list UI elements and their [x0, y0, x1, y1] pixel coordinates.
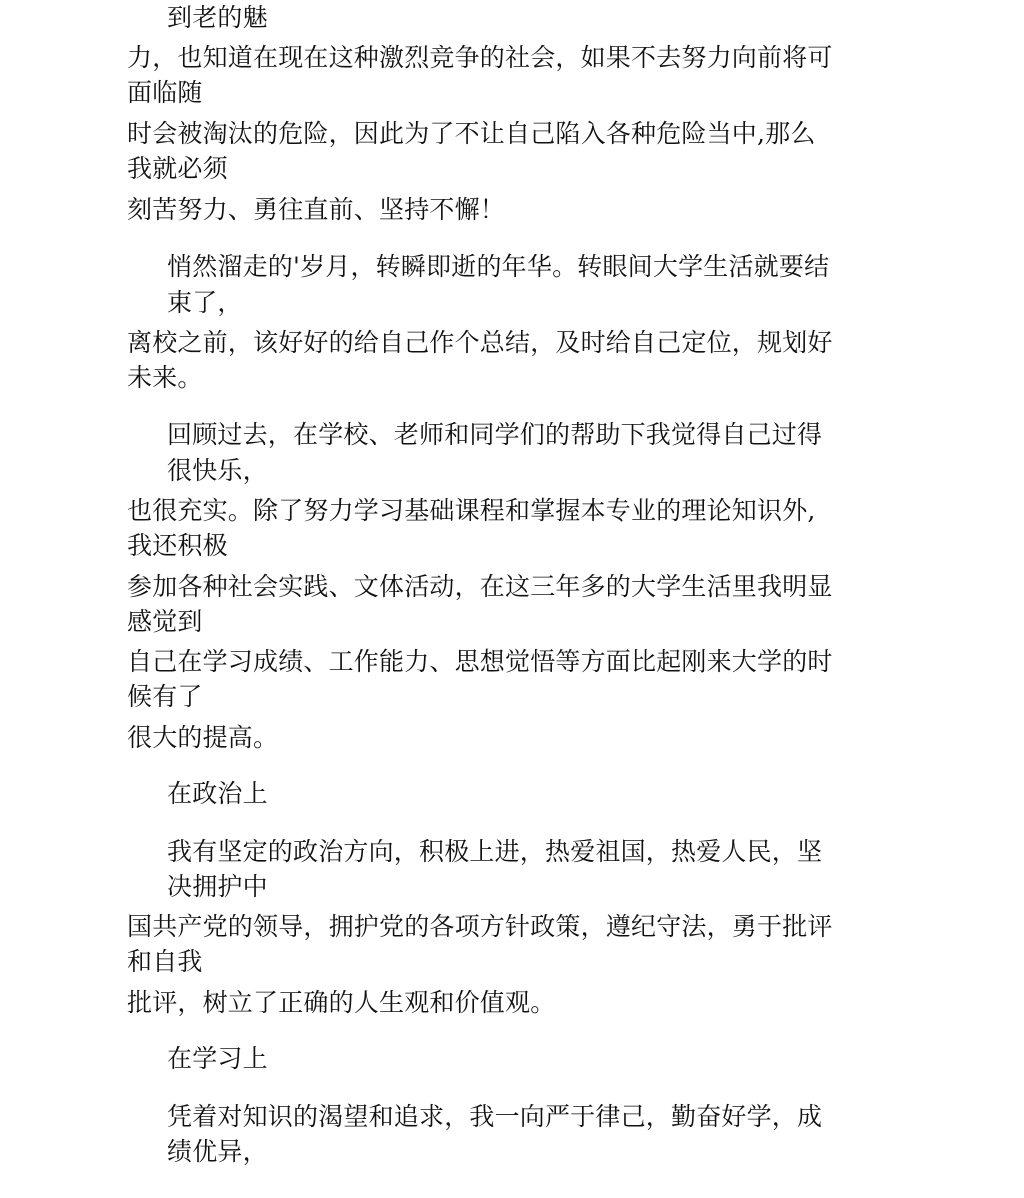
text-line: 我还积极 — [127, 531, 228, 560]
section-heading-study: 在学习上 — [167, 1044, 268, 1073]
text-line: 回顾过去，在学校、老师和同学们的帮助下我觉得自己过得 — [167, 420, 823, 449]
text-line: 国共产党的领导，拥护党的各项方针政策，遵纪守法，勇于批评 — [127, 912, 833, 941]
text-line: 刻苦努力、勇往直前、坚持不懈！ — [127, 195, 506, 224]
text-line: 和自我 — [127, 947, 203, 976]
text-line: 参加各种社会实践、文体活动，在这三年多的大学生活里我明显 — [127, 572, 833, 601]
text-line: 束了， — [167, 288, 243, 317]
text-line: 很大的提高。 — [127, 723, 279, 752]
text-line: 力，也知道在现在这种激烈竞争的社会，如果不去努力向前将可 — [127, 43, 833, 72]
text-line: 自己在学习成绩、工作能力、思想觉悟等方面比起刚来大学的时 — [127, 647, 833, 676]
text-line: 候有了 — [127, 682, 203, 711]
text-line: 批评，树立了正确的人生观和价值观。 — [127, 988, 556, 1017]
text-line: 凭着对知识的渴望和追求，我一向严于律己，勤奋好学，成 — [167, 1102, 823, 1131]
text-line: 到老的魅 — [167, 3, 268, 32]
text-line: 也很充实。除了努力学习基础课程和掌握本专业的理论知识外, — [127, 496, 816, 525]
text-line: 决拥护中 — [167, 872, 268, 901]
text-line: 很快乐， — [167, 456, 268, 485]
text-line: 我有坚定的政治方向，积极上进，热爱祖国，热爱人民，坚 — [167, 837, 823, 866]
text-line: 绩优异， — [167, 1137, 268, 1166]
text-line: 离校之前，该好好的给自己作个总结，及时给自己定位，规划好 — [127, 328, 833, 357]
section-heading-politics: 在政治上 — [167, 779, 268, 808]
text-line: 面临随 — [127, 78, 203, 107]
text-line: 悄然溜走的'岁月，转瞬即逝的年华。转眼间大学生活就要结 — [167, 252, 830, 281]
text-line: 感觉到 — [127, 607, 203, 636]
text-line: 时会被淘汰的危险，因此为了不让自己陷入各种危险当中,那么 — [127, 119, 816, 148]
text-line: 我就必须 — [127, 154, 228, 183]
text-line: 未来。 — [127, 363, 203, 392]
